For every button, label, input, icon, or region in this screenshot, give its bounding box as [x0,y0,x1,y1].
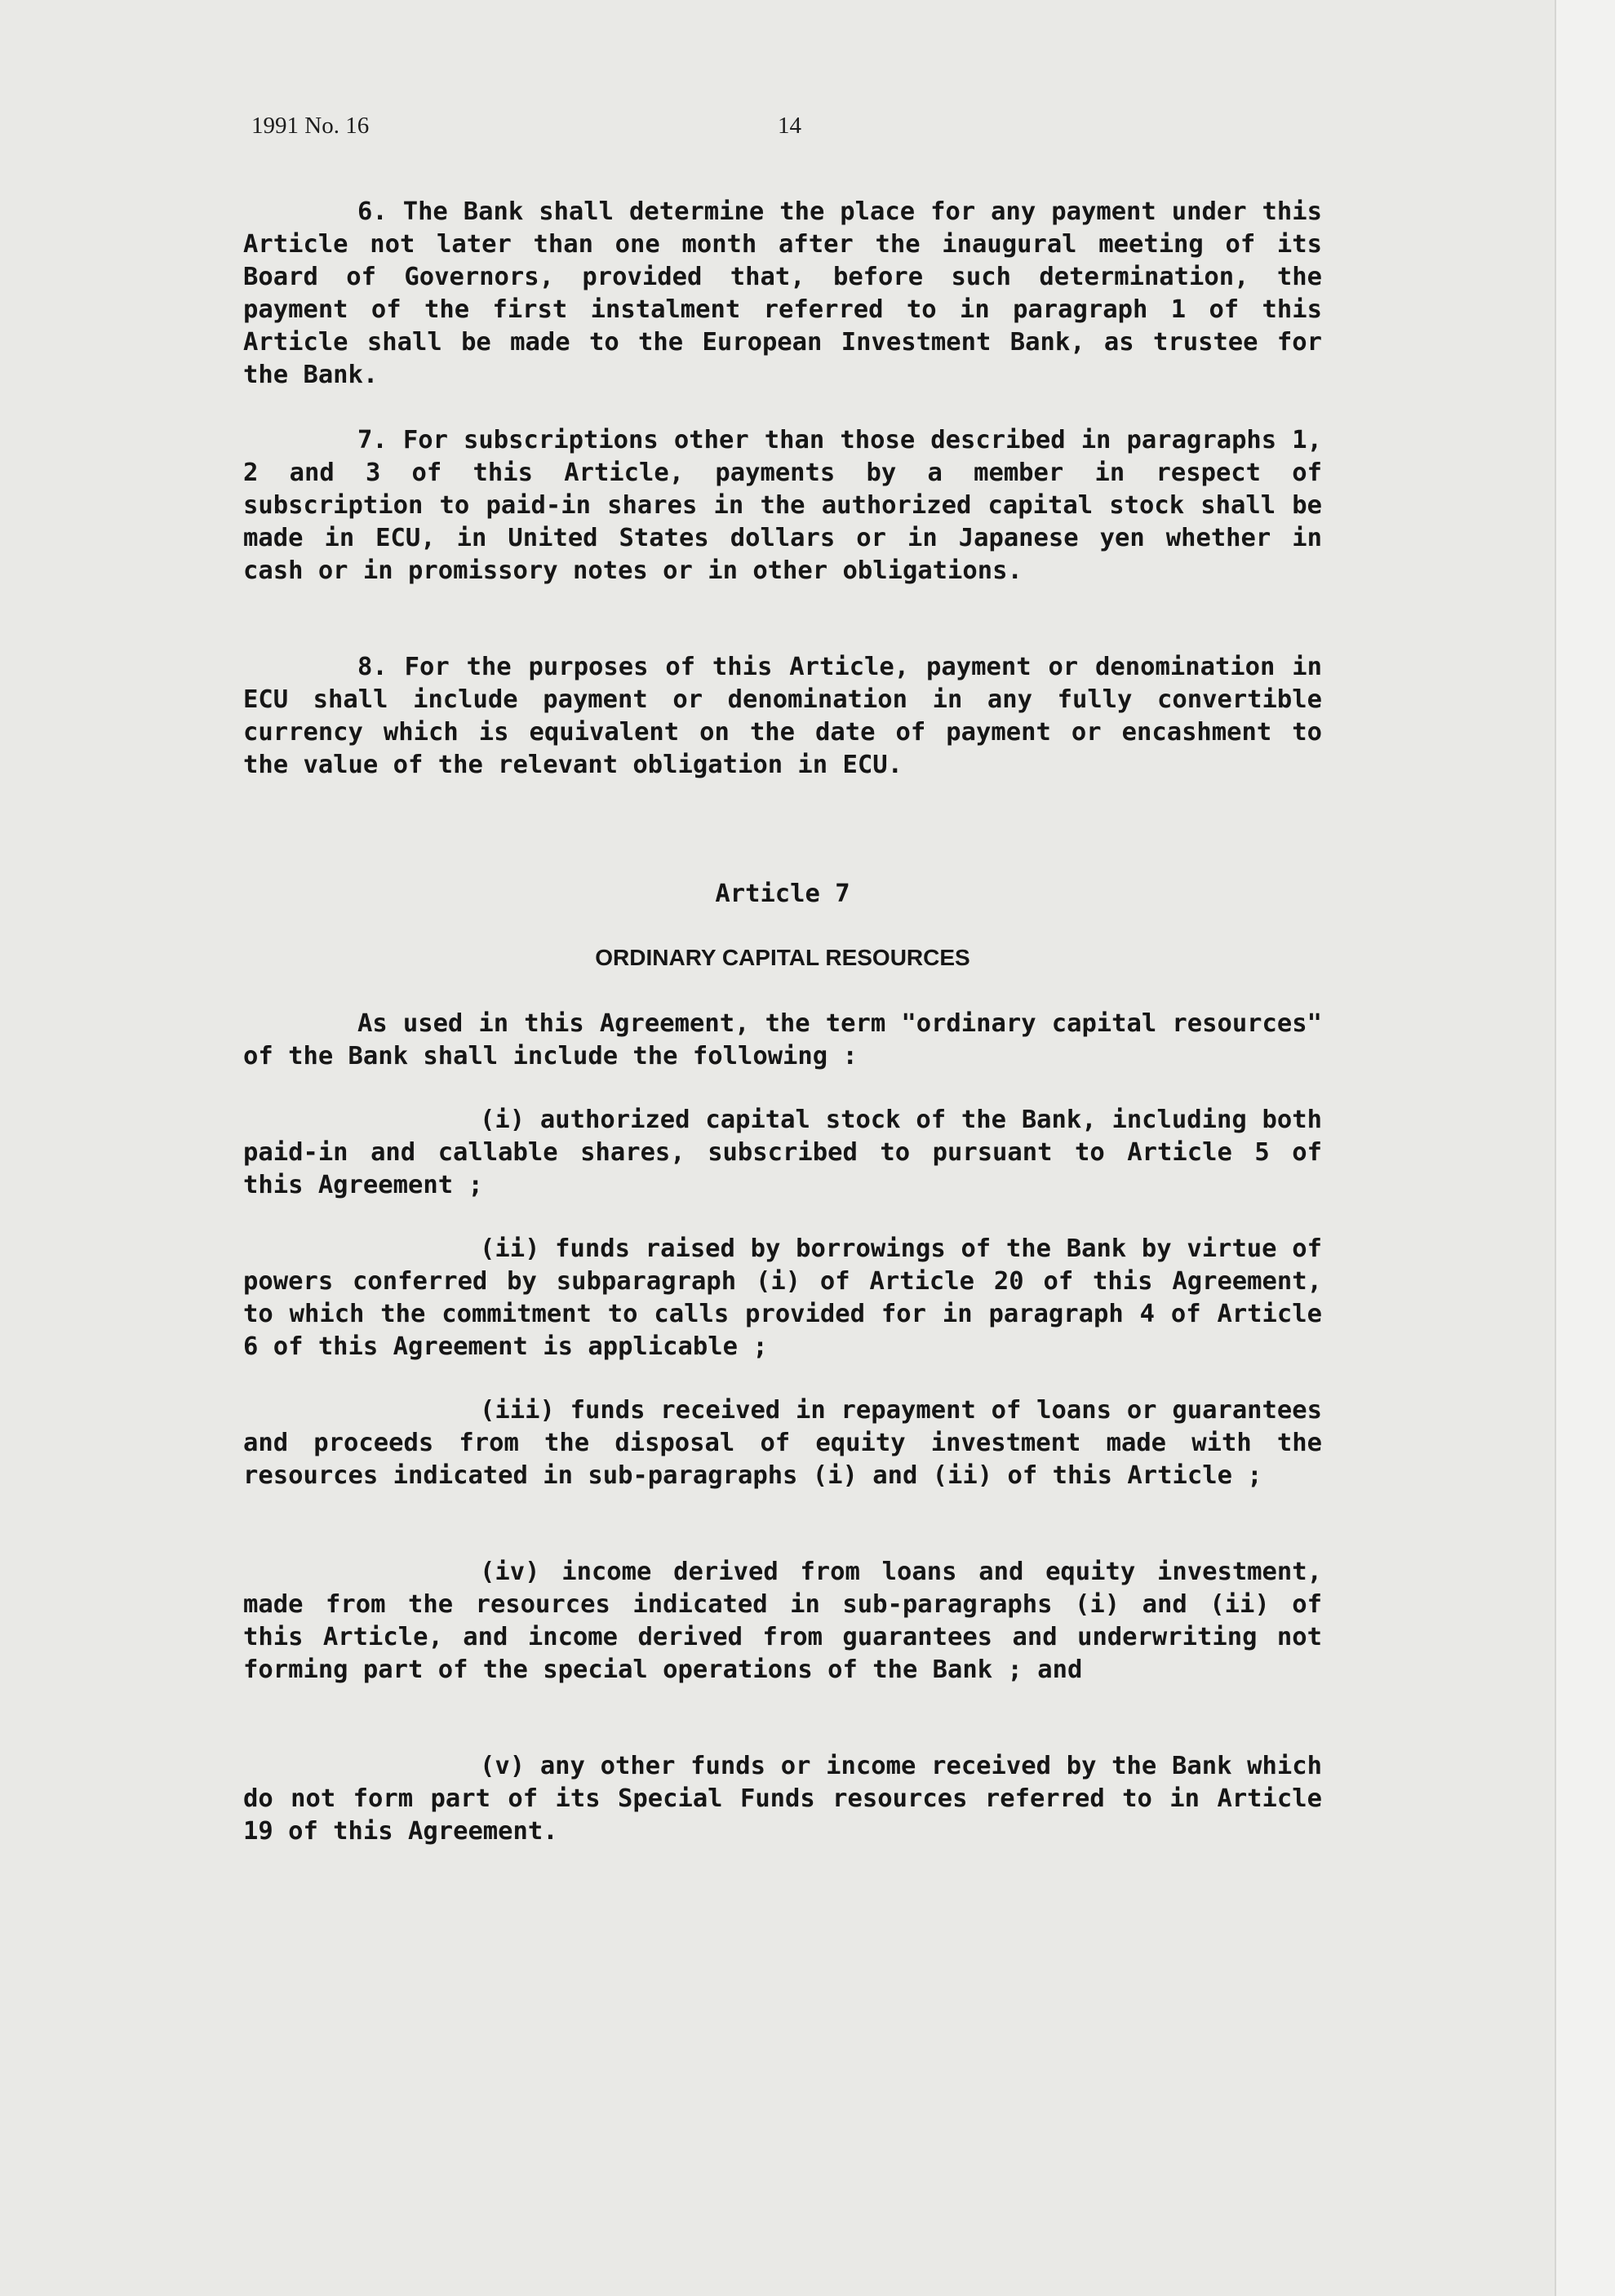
page-number: 14 [778,113,801,139]
article-intro: As used in this Agreement, the term "ordinary capital resources" of the Bank shall include the following : [243,1009,1322,1070]
list-item-iv: (iv) income derived from loans and equity investment, made from the resources indicated in sub-paragraphs (i) and (ii) of this Article, and income derived from guarantees and underwriting not forming part of the special operations of the Bank ; and [243,1558,1322,1684]
paragraph-6: 6. The Bank shall determine the place for any payment under this Article not later than one month after the inaugural meeting of its Board of Governors, provided that, before such determination, the payment of the first instalment referred to in paragraph 1 of this Article shall be made to the European Investment Bank, as trustee for the Bank. [243,197,1322,389]
list-item-v: (v) any other funds or income received by the Bank which do not form part of its Special Funds resources referred to in Article 19 of this Agreement. [243,1752,1322,1846]
article-subtitle: ORDINARY CAPITAL RESOURCES [595,945,970,970]
paragraph-8: 8. For the purposes of this Article, payment or denomination in ECU shall include payment or denomination in any fully convertible currency which is equivalent on the date of payment or encashment to the value of the relevant obligation in ECU. [243,653,1322,779]
document-reference: 1991 No. 16 [251,113,370,139]
list-item-ii: (ii) funds raised by borrowings of the Bank by virtue of powers conferred by subparagraph (i) of Article 20 of this Agreement, to which the commitment to calls provided for in paragraph 4 of Article 6 of this Agreement is applicable ; [243,1234,1322,1361]
page-edge [1555,0,1615,2296]
list-item-i: (i) authorized capital stock of the Bank, including both paid-in and callable shares, subscribed to pursuant to Article 5 of this Agreement ; [243,1106,1322,1199]
paragraph-7: 7. For subscriptions other than those described in paragraphs 1, 2 and 3 of this Article, payments by a member in respect of subscription to paid-in shares in the authorized capital stock shall be made in ECU, in United States dollars or in Japanese yen whether in cash or in promissory notes or in other obligations. [243,426,1322,585]
article-title: Article 7 [715,880,850,908]
list-item-iii: (iii) funds received in repayment of loans or guarantees and proceeds from the disposal of equity investment made with the resources indicated in sub-paragraphs (i) and (ii) of this Article ; [243,1396,1322,1490]
